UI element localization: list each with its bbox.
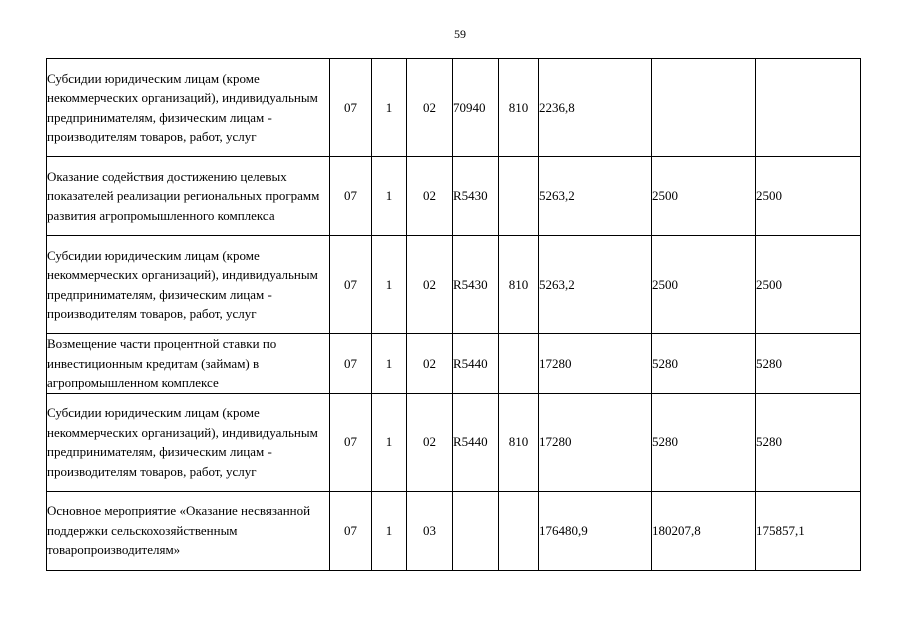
row-description: Субсидии юридическим лицам (кроме некоммерческих организаций), индивидуальным предпринимателям, физическим лицам - производителям товаров, работ, услуг <box>47 393 330 491</box>
subprogram-code: 02 <box>407 59 453 157</box>
table-row <box>47 393 861 491</box>
program-code: 1 <box>372 334 407 394</box>
amount-year-3: 2500 <box>756 236 861 334</box>
subprogram-code: 03 <box>407 491 453 570</box>
amount-year-1: 17280 <box>539 334 652 394</box>
amount-year-2: 5280 <box>652 334 756 394</box>
direction-code: R5430 <box>453 157 499 236</box>
subprogram-code: 02 <box>407 236 453 334</box>
amount-year-2: 2500 <box>652 157 756 236</box>
program-code: 1 <box>372 393 407 491</box>
direction-code: R5440 <box>453 334 499 394</box>
section-code: 07 <box>330 334 372 394</box>
subprogram-code: 02 <box>407 157 453 236</box>
program-code: 1 <box>372 157 407 236</box>
table-row <box>47 59 861 157</box>
expense-type-code: 810 <box>499 59 539 157</box>
budget-table <box>46 58 861 571</box>
section-code: 07 <box>330 59 372 157</box>
amount-year-2 <box>652 59 756 157</box>
expense-type-code: 810 <box>499 393 539 491</box>
section-code: 07 <box>330 393 372 491</box>
amount-year-2: 2500 <box>652 236 756 334</box>
section-code: 07 <box>330 157 372 236</box>
subprogram-code: 02 <box>407 334 453 394</box>
direction-code: 70940 <box>453 59 499 157</box>
amount-year-2: 5280 <box>652 393 756 491</box>
row-description: Субсидии юридическим лицам (кроме некоммерческих организаций), индивидуальным предпринимателям, физическим лицам - производителям товаров, работ, услуг <box>47 236 330 334</box>
row-description: Возмещение части процентной ставки по инвестиционным кредитам (займам) в агропромышленном комплексе <box>47 334 330 394</box>
amount-year-3 <box>756 59 861 157</box>
section-code: 07 <box>330 491 372 570</box>
table-row <box>47 491 861 570</box>
amount-year-1: 5263,2 <box>539 157 652 236</box>
amount-year-1: 17280 <box>539 393 652 491</box>
direction-code: R5430 <box>453 236 499 334</box>
amount-year-1: 176480,9 <box>539 491 652 570</box>
amount-year-1: 2236,8 <box>539 59 652 157</box>
direction-code <box>453 491 499 570</box>
amount-year-3: 5280 <box>756 393 861 491</box>
amount-year-3: 2500 <box>756 157 861 236</box>
expense-type-code <box>499 334 539 394</box>
expense-type-code <box>499 491 539 570</box>
expense-type-code <box>499 157 539 236</box>
amount-year-3: 5280 <box>756 334 861 394</box>
amount-year-3: 175857,1 <box>756 491 861 570</box>
row-description: Субсидии юридическим лицам (кроме некоммерческих организаций), индивидуальным предпринимателям, физическим лицам - производителям товаров, работ, услуг <box>47 59 330 157</box>
table-row <box>47 236 861 334</box>
page-number: 59 <box>454 27 466 41</box>
program-code: 1 <box>372 59 407 157</box>
row-description: Оказание содействия достижению целевых показателей реализации региональных программ развития агропромышленного комплекса <box>47 157 330 236</box>
program-code: 1 <box>372 236 407 334</box>
direction-code: R5440 <box>453 393 499 491</box>
expense-type-code: 810 <box>499 236 539 334</box>
amount-year-2: 180207,8 <box>652 491 756 570</box>
row-description: Основное мероприятие «Оказание несвязанной поддержки сельскохозяйственным товаропроизводителям» <box>47 491 330 570</box>
amount-year-1: 5263,2 <box>539 236 652 334</box>
section-code: 07 <box>330 236 372 334</box>
table-row <box>47 334 861 394</box>
program-code: 1 <box>372 491 407 570</box>
subprogram-code: 02 <box>407 393 453 491</box>
table-row <box>47 157 861 236</box>
